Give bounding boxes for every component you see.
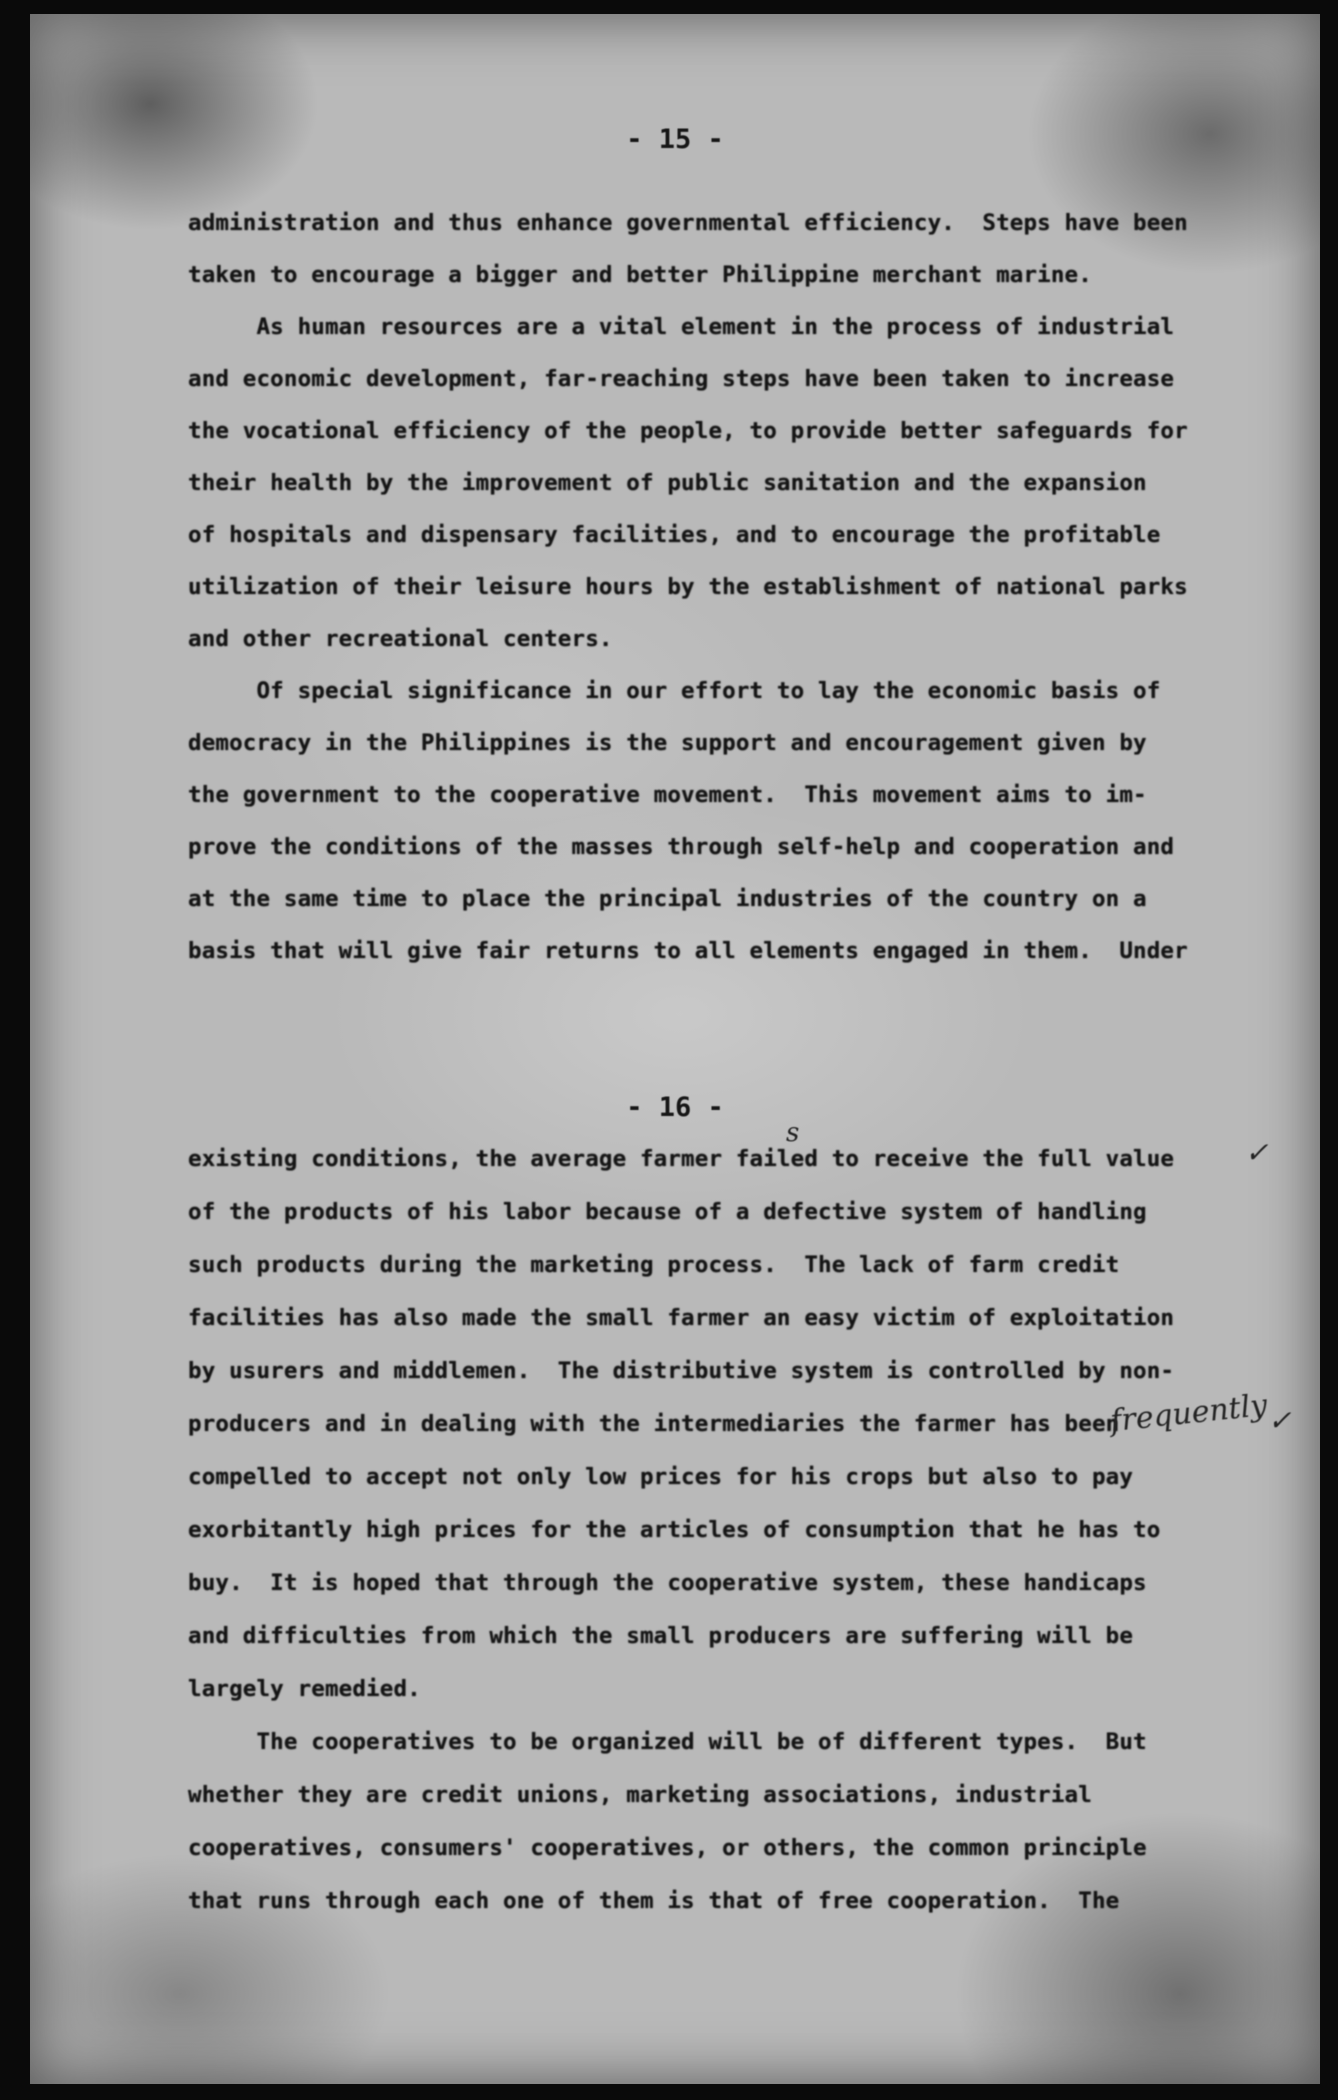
- text-line: their health by the improvement of public sanitation and the expansion: [188, 470, 1147, 496]
- text-line: prove the conditions of the masses through self-help and cooperation and: [188, 834, 1175, 860]
- handwritten-margin-note: frequently: [1108, 1387, 1269, 1440]
- page-16-text: [188, 1146, 1188, 1936]
- text-line: and other recreational centers.: [188, 626, 613, 652]
- text-line: the vocational efficiency of the people, to provide better safeguards for: [188, 418, 1188, 444]
- text-line: such products during the marketing process. The lack of farm credit: [188, 1252, 1120, 1278]
- text-line: compelled to accept not only low prices for his crops but also to pay: [188, 1464, 1134, 1490]
- text-line: of hospitals and dispensary facilities, and to encourage the profitable: [188, 522, 1161, 548]
- text-line: the government to the cooperative movement. This movement aims to im-: [188, 782, 1147, 808]
- document-page: [30, 14, 1320, 2084]
- text-line: buy. It is hoped that through the cooperative system, these handicaps: [188, 1570, 1147, 1596]
- text-line: producers and in dealing with the intermediaries the farmer has been: [188, 1411, 1120, 1437]
- handwritten-insert: s: [786, 1118, 800, 1148]
- text-line: administration and thus enhance governmental efficiency. Steps have been: [188, 210, 1188, 236]
- check-mark-icon: ✓: [1245, 1136, 1269, 1169]
- text-line: taken to encourage a bigger and better Philippine merchant marine.: [188, 262, 1092, 288]
- text-line: facilities has also made the small farmer an easy victim of exploitation: [188, 1305, 1175, 1331]
- text-line: existing conditions, the average farmer failed to receive the full value: [188, 1146, 1175, 1172]
- text-line: whether they are credit unions, marketing associations, industrial: [188, 1782, 1092, 1808]
- text-line: largely remedied.: [188, 1676, 421, 1702]
- page-15-text: [188, 210, 1188, 970]
- text-line: basis that will give fair returns to all elements engaged in them. Under: [188, 938, 1188, 964]
- page-number-15: - 15 -: [626, 124, 724, 155]
- text-line: democracy in the Philippines is the support and encouragement given by: [188, 730, 1147, 756]
- text-line: and difficulties from which the small producers are suffering will be: [188, 1623, 1134, 1649]
- text-line: exorbitantly high prices for the articles of consumption that he has to: [188, 1517, 1161, 1543]
- text-line: of the products of his labor because of a defective system of handling: [188, 1199, 1147, 1225]
- text-line: cooperatives, consumers' cooperatives, or others, the common principle: [188, 1835, 1147, 1861]
- text-line: As human resources are a vital element in the process of industrial: [188, 314, 1175, 340]
- text-line: at the same time to place the principal industries of the country on a: [188, 886, 1147, 912]
- text-line: that runs through each one of them is that of free cooperation. The: [188, 1888, 1120, 1914]
- text-line: The cooperatives to be organized will be of different types. But: [188, 1729, 1147, 1755]
- text-line: by usurers and middlemen. The distributive system is controlled by non-: [188, 1358, 1175, 1384]
- text-line: utilization of their leisure hours by the establishment of national parks: [188, 574, 1188, 600]
- page-number-16: - 16 -: [626, 1092, 724, 1123]
- text-line: Of special significance in our effort to lay the economic basis of: [188, 678, 1161, 704]
- text-line: and economic development, far-reaching steps have been taken to increase: [188, 366, 1175, 392]
- check-mark-icon: ✓: [1268, 1404, 1292, 1437]
